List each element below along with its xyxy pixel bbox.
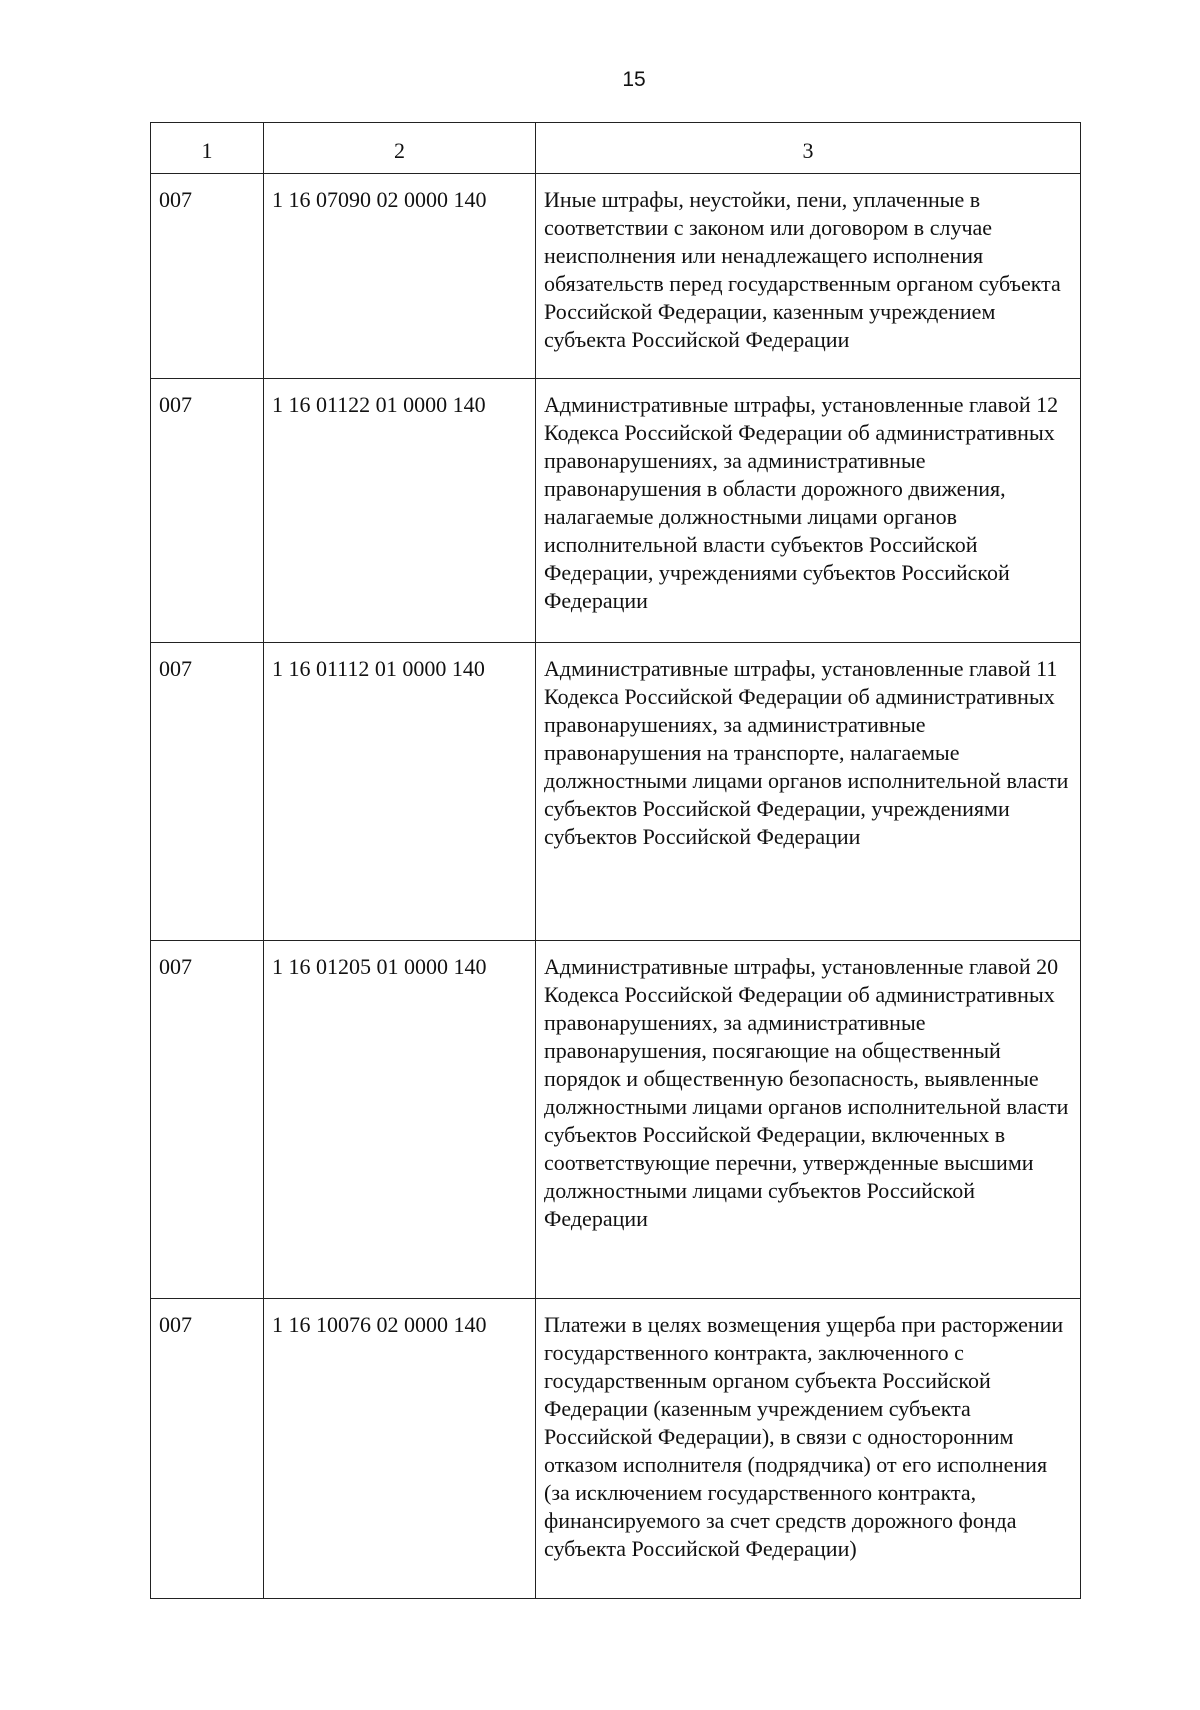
table-row	[151, 379, 1081, 643]
table-row	[151, 941, 1081, 1299]
description-cell: Административные штрафы, установленные главой 12 Кодекса Российской Федерации об административных правонарушениях, за административные правонарушения в области дорожного движения, налагаемые должностными лицами органов исполнительной власти субъектов Российской Федерации, учреждениями субъектов Российской Федерации	[536, 379, 1081, 643]
admin-code-cell: 007	[151, 643, 264, 941]
admin-code-cell: 007	[151, 379, 264, 643]
kbk-code-cell: 1 16 07090 02 0000 140	[264, 174, 536, 379]
column-header-3: 3	[536, 123, 1081, 174]
table-row	[151, 1299, 1081, 1599]
kbk-code-cell: 1 16 01122 01 0000 140	[264, 379, 536, 643]
description-cell: Иные штрафы, неустойки, пени, уплаченные в соответствии с законом или договором в случае неисполнения или ненадлежащего исполнения обязательств перед государственным органом субъекта Российской Федерации, казенным учреждением субъекта Российской Федерации	[536, 174, 1081, 379]
kbk-code-cell: 1 16 01112 01 0000 140	[264, 643, 536, 941]
table-header-row	[151, 123, 1081, 174]
kbk-code-cell: 1 16 10076 02 0000 140	[264, 1299, 536, 1599]
description-cell: Административные штрафы, установленные главой 11 Кодекса Российской Федерации об административных правонарушениях, за административные правонарушения на транспорте, налагаемые должностными лицами органов исполнительной власти субъектов Российской Федерации, учреждениями субъектов Российской Федерации	[536, 643, 1081, 941]
admin-code-cell: 007	[151, 941, 264, 1299]
description-cell: Платежи в целях возмещения ущерба при расторжении государственного контракта, заключенного с государственным органом субъекта Российской Федерации (казенным учреждением субъекта Российской Федерации), в связи с односторонним отказом исполнителя (подрядчика) от его исполнения (за исключением государственного контракта, финансируемого за счет средств дорожного фонда субъекта Российской Федерации)	[536, 1299, 1081, 1599]
table-row	[151, 174, 1081, 379]
page-number: 15	[622, 68, 646, 91]
table-row	[151, 643, 1081, 941]
column-header-2: 2	[264, 123, 536, 174]
revenue-codes-table	[150, 122, 1081, 1599]
description-cell: Административные штрафы, установленные главой 20 Кодекса Российской Федерации об административных правонарушениях, за административные правонарушения, посягающие на общественный порядок и общественную безопасность, выявленные должностными лицами органов исполнительной власти субъектов Российской Федерации, включенных в соответствующие перечни, утвержденные высшими должностными лицами субъектов Российской Федерации	[536, 941, 1081, 1299]
admin-code-cell: 007	[151, 1299, 264, 1599]
column-header-1: 1	[151, 123, 264, 174]
kbk-code-cell: 1 16 01205 01 0000 140	[264, 941, 536, 1299]
admin-code-cell: 007	[151, 174, 264, 379]
